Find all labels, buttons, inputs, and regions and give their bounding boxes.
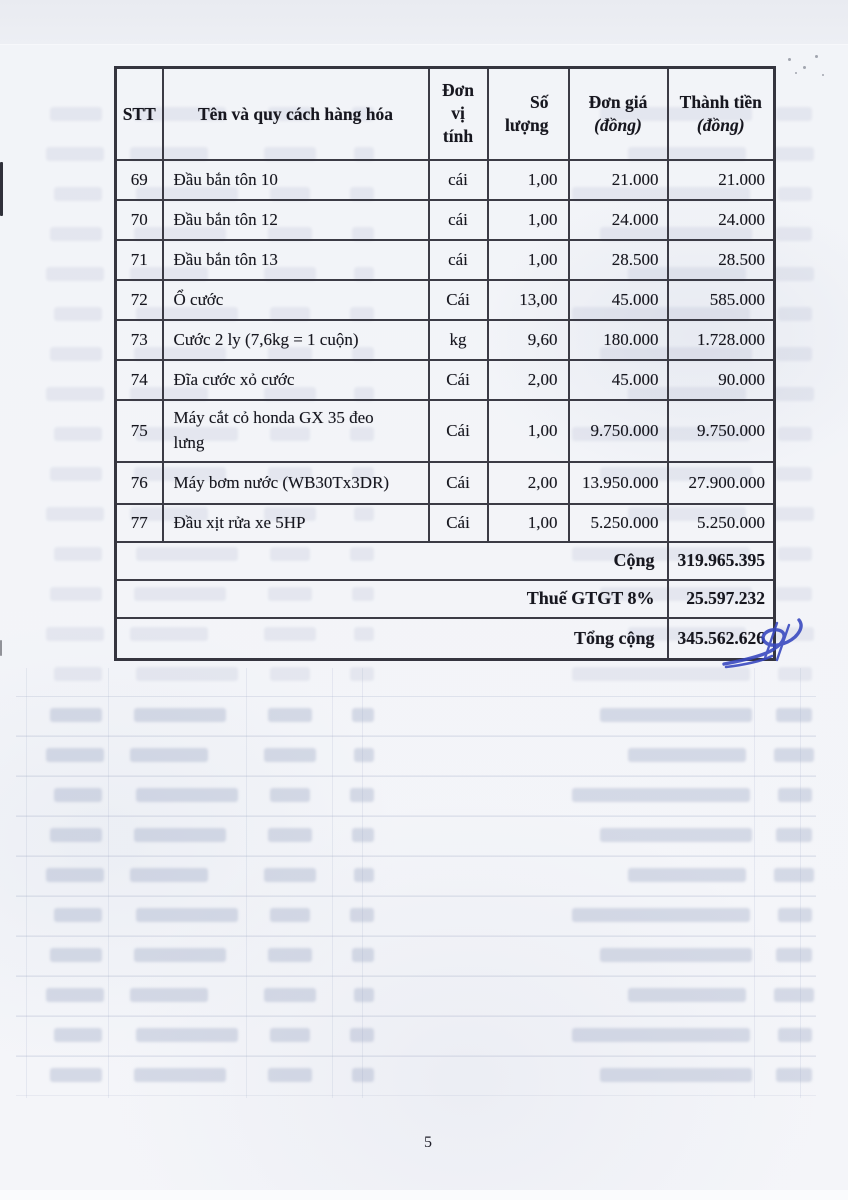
scan-speck — [788, 58, 791, 61]
cell-unit-price: 9.750.000 — [569, 400, 668, 462]
cell-unit: Cái — [429, 462, 488, 504]
scan-edge-artifact — [0, 162, 3, 216]
col-header-qty: Số lượng — [488, 68, 569, 160]
cell-quantity: 1,00 — [488, 200, 569, 240]
summary-row — [116, 542, 775, 580]
cell-line-total: 90.000 — [668, 360, 775, 400]
summary-amount: 319.965.395 — [668, 542, 775, 580]
table-header-row — [116, 68, 775, 160]
summary-label: Thuế GTGT 8% — [116, 580, 668, 618]
cell-unit: Cái — [429, 280, 488, 320]
cell-line-total: 585.000 — [668, 280, 775, 320]
cell-item-name: Đĩa cước xỏ cước — [163, 360, 429, 400]
cell-line-total: 27.900.000 — [668, 462, 775, 504]
scan-speck — [795, 72, 797, 74]
cell-unit: Cái — [429, 360, 488, 400]
cell-unit-price: 45.000 — [569, 280, 668, 320]
cell-unit-price: 5.250.000 — [569, 504, 668, 542]
table-row — [116, 360, 775, 400]
table-row — [116, 160, 775, 200]
signature-ink-mark — [714, 604, 818, 681]
col-header-total: Thành tiền (đồng) — [668, 68, 775, 160]
cell-stt: 71 — [116, 240, 163, 280]
col-header-price: Đơn giá (đồng) — [569, 68, 668, 160]
cell-unit: kg — [429, 320, 488, 360]
cell-stt: 72 — [116, 280, 163, 320]
cell-stt: 69 — [116, 160, 163, 200]
cell-quantity: 13,00 — [488, 280, 569, 320]
cell-quantity: 1,00 — [488, 240, 569, 280]
cell-unit-price: 24.000 — [569, 200, 668, 240]
table-row — [116, 504, 775, 542]
cell-unit: cái — [429, 240, 488, 280]
cell-unit-price: 21.000 — [569, 160, 668, 200]
summary-label: Cộng — [116, 542, 668, 580]
cell-line-total: 24.000 — [668, 200, 775, 240]
table-row — [116, 400, 775, 462]
summary-amount: 345.562.626 — [668, 618, 775, 660]
cell-quantity: 1,00 — [488, 160, 569, 200]
table-row — [116, 240, 775, 280]
table-row — [116, 320, 775, 360]
scan-speck — [803, 66, 806, 69]
cell-stt: 74 — [116, 360, 163, 400]
summary-label: Tổng cộng — [116, 618, 668, 660]
col-header-unit: Đơn vị tính — [429, 68, 488, 160]
table-row — [116, 280, 775, 320]
cell-unit-price: 45.000 — [569, 360, 668, 400]
cell-quantity: 9,60 — [488, 320, 569, 360]
cell-item-name: Đầu xịt rửa xe 5HP — [163, 504, 429, 542]
col-header-name: Tên và quy cách hàng hóa — [163, 68, 429, 160]
cell-unit-price: 28.500 — [569, 240, 668, 280]
cell-line-total: 1.728.000 — [668, 320, 775, 360]
scan-bottom-band — [0, 1190, 848, 1200]
cell-unit: cái — [429, 200, 488, 240]
cell-stt: 75 — [116, 400, 163, 462]
table-row — [116, 200, 775, 240]
cell-item-name: Đầu bắn tôn 10 — [163, 160, 429, 200]
cell-item-name: Ổ cước — [163, 280, 429, 320]
cell-line-total: 21.000 — [668, 160, 775, 200]
items-table — [114, 66, 776, 661]
cell-quantity: 2,00 — [488, 462, 569, 504]
scan-edge-artifact — [0, 640, 2, 656]
cell-line-total: 5.250.000 — [668, 504, 775, 542]
cell-stt: 77 — [116, 504, 163, 542]
cell-stt: 73 — [116, 320, 163, 360]
cell-quantity: 2,00 — [488, 360, 569, 400]
cell-unit-price: 180.000 — [569, 320, 668, 360]
summary-row — [116, 618, 775, 660]
cell-line-total: 9.750.000 — [668, 400, 775, 462]
cell-item-name: Đầu bắn tôn 13 — [163, 240, 429, 280]
cell-quantity: 1,00 — [488, 504, 569, 542]
scan-speck — [815, 55, 818, 58]
cell-stt: 76 — [116, 462, 163, 504]
items-body — [116, 160, 775, 660]
col-header-stt: STT — [116, 68, 163, 160]
cell-unit: Cái — [429, 400, 488, 462]
cell-unit-price: 13.950.000 — [569, 462, 668, 504]
table-row — [116, 462, 775, 504]
cell-item-name: Máy bơm nước (WB30Tx3DR) — [163, 462, 429, 504]
page-number: 5 — [424, 1134, 432, 1151]
cell-item-name: Máy cắt cỏ honda GX 35 đeo lưng — [163, 400, 429, 462]
cell-stt: 70 — [116, 200, 163, 240]
cell-item-name: Cước 2 ly (7,6kg = 1 cuộn) — [163, 320, 429, 360]
cell-line-total: 28.500 — [668, 240, 775, 280]
summary-row — [116, 580, 775, 618]
scan-speck — [822, 74, 824, 76]
cell-unit: cái — [429, 160, 488, 200]
cell-unit: Cái — [429, 504, 488, 542]
cell-item-name: Đầu bắn tôn 12 — [163, 200, 429, 240]
scan-top-band — [0, 0, 848, 45]
summary-amount: 25.597.232 — [668, 580, 775, 618]
cell-quantity: 1,00 — [488, 400, 569, 462]
